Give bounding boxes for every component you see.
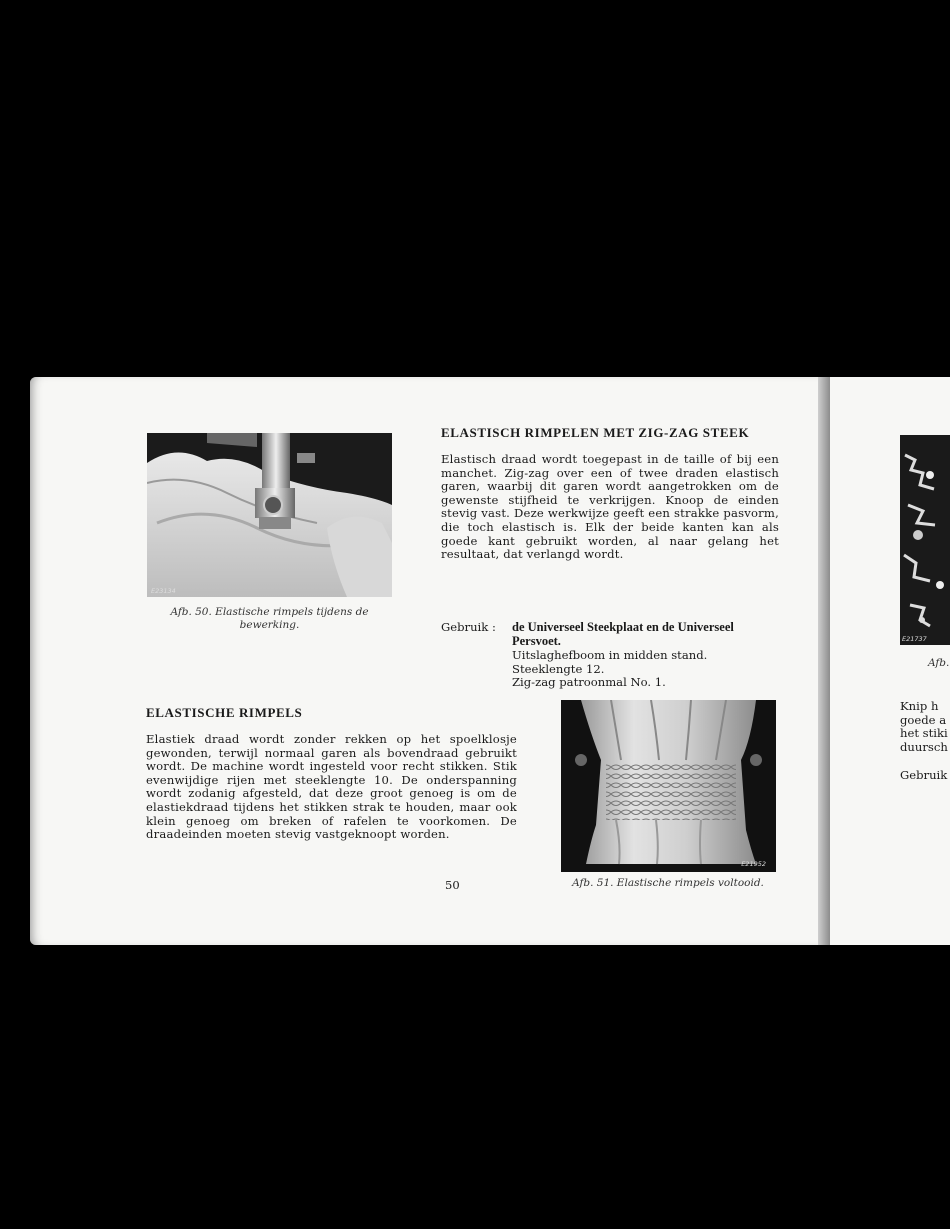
right-photo-texture <box>900 435 950 645</box>
usage-label: Gebruik : <box>441 620 496 634</box>
sewing-machine-illustration <box>147 433 392 597</box>
right-page-fragment <box>830 377 950 945</box>
page-number: 50 <box>445 878 460 892</box>
usage-bold-text: de Universeel Steekplaat en de Universeel Persvoet. <box>512 620 734 648</box>
usage-line-2: Steeklengte 12. <box>512 661 605 676</box>
section-paragraph-elastic <box>146 733 517 842</box>
usage-line-3: Zig-zag patroonmal No. 1. <box>512 675 666 690</box>
section-paragraph-zigzag <box>441 453 779 562</box>
section-heading-zigzag: ELASTISCH RIMPELEN MET ZIG-ZAG STEEK <box>441 425 750 440</box>
figure-50-caption: Afb. 50. Elastische rimpels tijdens de bewerking. <box>170 606 369 631</box>
smocked-fabric-illustration <box>561 700 776 872</box>
right-text-line-2: goede a <box>900 712 947 727</box>
figure-51-photo <box>561 700 776 872</box>
right-caption: Afb. <box>928 657 950 669</box>
right-text-lines <box>900 700 948 754</box>
right-page-photo <box>900 435 950 645</box>
right-usage-label: Gebruik <box>900 768 948 782</box>
right-text-line-1: Knip h <box>900 699 939 713</box>
figure-50-code: E23134 <box>151 587 176 595</box>
figure-50-photo <box>147 433 392 597</box>
right-photo-code: E21737 <box>902 635 927 643</box>
paragraph-text: Elastisch draad wordt toegepast in de taille of bij een manchet. Zig-zag over een of twee draden elastisch garen, waarbij dit garen wordt aangetrokken om de gewenste stijfheid te verkrijgen. Knoop de einden stevig vast. Deze werkwijze geeft een strakke pasvorm, die toch elastisch is. Elk der beide kanten kan als goede kant gebruikt worden, al naar gelang het resultaat, dat verlangd wordt. <box>441 452 779 562</box>
paragraph-text: Elastiek draad wordt zonder rekken op het spoelklosje gewonden, terwijl normaal garen als bovendraad gebruikt wordt. De machine wordt ingesteld voor recht stikken. Stik evenwijdige rijen met steeklengte 10. De onderspanning wordt zodanig afgesteld, dat deze groot genoeg is om de elastiekdraad tijdens het stikken strak te houden, maar ook klein genoeg om breken of rafelen te voorkomen. De draadeinden moeten stevig vastgeknoopt worden. <box>146 732 517 842</box>
usage-line-1: Uitslaghefboom in midden stand. <box>512 648 708 662</box>
figure-51-code: E21952 <box>741 860 766 868</box>
right-text-line-4: duursch <box>900 739 948 754</box>
figure-51-caption: Afb. 51. Elastische rimpels voltooid. <box>572 877 764 889</box>
right-text-line-3: het stiki <box>900 726 948 741</box>
book-gutter <box>818 377 830 945</box>
section-heading-elastic: ELASTISCHE RIMPELS <box>146 705 303 720</box>
usage-lines <box>512 649 707 690</box>
